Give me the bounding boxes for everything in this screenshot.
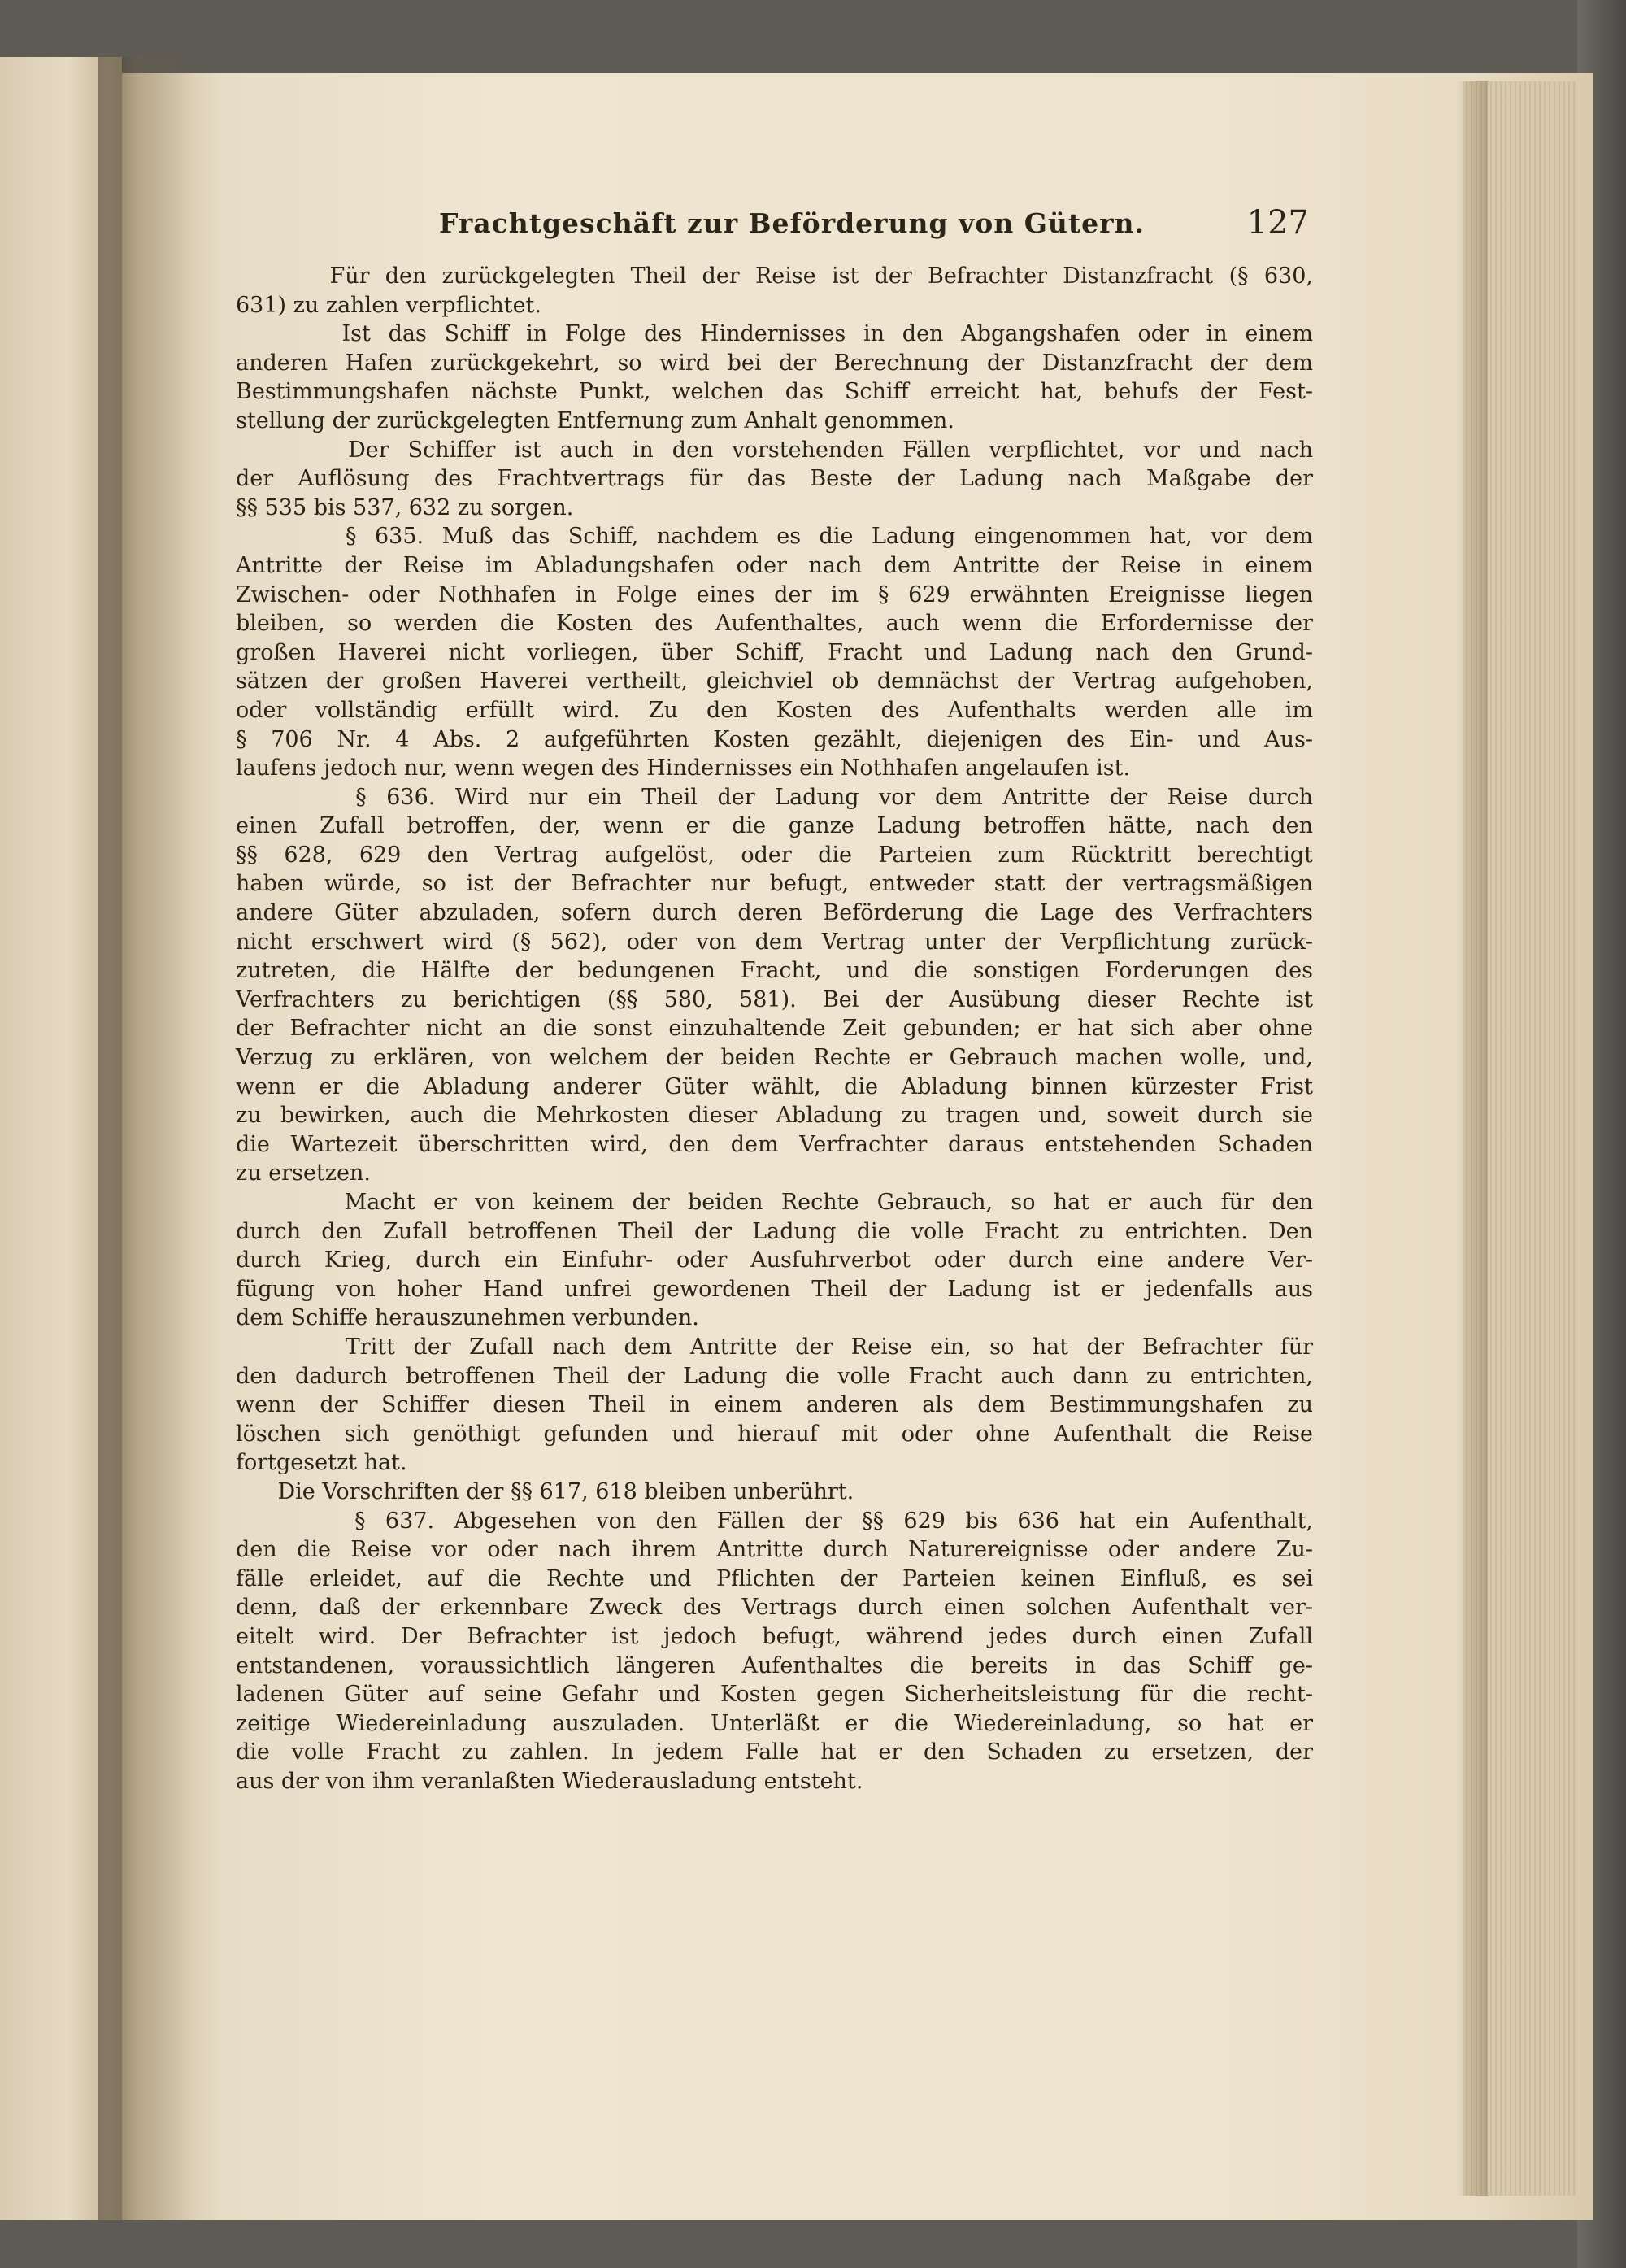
text-line: laufens jedoch nur, wenn wegen des Hindernisses ein Nothhafen angelaufen ist. [236,755,1131,781]
text-line: nicht erschwert wird (§ 562), oder von dem Vertrag unter der Verpflichtung zurück- [236,929,1313,955]
text-line: Der Schiffer ist auch in den vorstehenden Fällen verpflichtet, vor und nach [236,437,1313,463]
text-line: § 636. Wird nur ein Theil der Ladung vor dem Antritte der Reise durch [236,784,1313,810]
text-line: den die Reise vor oder nach ihrem Antritte durch Naturereignisse oder andere Zu- [236,1537,1313,1563]
text-line: denn, daß der erkennbare Zweck des Vertrags durch einen solchen Aufenthalt ver- [236,1595,1313,1621]
page-number: 127 [1246,204,1309,242]
text-line: zeitige Wiedereinladung auszuladen. Unterläßt er die Wiedereinladung, so hat er [236,1710,1313,1736]
text-line: die volle Fracht zu zahlen. In jedem Falle hat er den Schaden zu ersetzen, der [236,1739,1313,1765]
text-line: Zwischen- oder Nothhafen in Folge eines der im § 629 erwähnten Ereignisse liegen [236,581,1313,607]
text-line: Bestimmungshafen nächste Punkt, welchen das Schiff erreicht hat, behufs der Fest- [236,379,1313,405]
text-line: wenn der Schiffer diesen Theil in einem anderen als dem Bestimmungshafen zu [236,1392,1313,1418]
text-line: §§ 535 bis 537, 632 zu sorgen. [236,494,574,520]
text-line: andere Güter abzuladen, sofern durch deren Beförderung die Lage des Verfrachters [236,900,1313,926]
text-line: zu ersetzen. [236,1160,371,1186]
text-line: 631) zu zahlen verpflichtet. [236,292,541,318]
text-line: zu bewirken, auch die Mehrkosten dieser Abladung zu tragen und, soweit durch sie [236,1103,1313,1129]
text-line: entstandenen, voraussichtlich längeren Aufenthaltes die bereits in das Schiff ge- [236,1652,1313,1678]
text-line: § 635. Muß das Schiff, nachdem es die Ladung eingenommen hat, vor dem [236,524,1313,550]
text-line: eitelt wird. Der Befrachter ist jedoch befugt, während jedes durch einen Zufall [236,1623,1313,1649]
text-line: Die Vorschriften der §§ 617, 618 bleiben unberührt. [236,1478,854,1504]
text-line: stellung der zurückgelegten Entfernung zum Anhalt genommen. [236,407,954,433]
text-line: der Auflösung des Frachtvertrags für das Beste der Ladung nach Maßgabe der [236,466,1313,492]
text-line: sätzen der großen Haverei vertheilt, gleichviel ob demnächst der Vertrag aufgehoben, [236,668,1313,694]
text-line: fügung von hoher Hand unfrei gewordenen Theil der Ladung ist er jedenfalls aus [236,1276,1313,1302]
text-line: die Wartezeit überschritten wird, den dem Verfrachter daraus entstehenden Schaden [236,1131,1313,1157]
text-line: löschen sich genöthigt gefunden und hierauf mit oder ohne Aufenthalt die Reise [236,1421,1313,1447]
text-line: oder vollständig erfüllt wird. Zu den Kosten des Aufenthalts werden alle im [236,697,1313,723]
text-line: fälle erleidet, auf die Rechte und Pflichten der Parteien keinen Einfluß, es sei [236,1565,1313,1591]
text-line: Für den zurückgelegten Theil der Reise ist der Befrachter Distanzfracht (§ 630, [236,263,1313,289]
body-text [236,262,1313,1796]
text-line: § 706 Nr. 4 Abs. 2 aufgeführten Kosten gezählt, diejenigen des Ein- und Aus- [236,726,1313,752]
text-line: aus der von ihm veranlaßten Wiederausladung entsteht. [236,1768,863,1794]
text-line: den dadurch betroffenen Theil der Ladung die volle Fracht auch dann zu entrichten, [236,1363,1313,1389]
text-line: dem Schiffe herauszunehmen verbunden. [236,1305,699,1331]
text-line: Verfrachters zu berichtigen (§§ 580, 581). Bei der Ausübung dieser Rechte ist [236,986,1313,1012]
text-line: zutreten, die Hälfte der bedungenen Fracht, und die sonstigen Forderungen des [236,958,1313,984]
text-line: anderen Hafen zurückgekehrt, so wird bei der Berechnung der Distanzfracht der dem [236,350,1313,376]
text-line: §§ 628, 629 den Vertrag aufgelöst, oder die Parteien zum Rücktritt berechtigt [236,842,1313,868]
running-title: Frachtgeschäft zur Beförderung von Gütern. [439,207,1146,239]
text-line: Verzug zu erklären, von welchem der beiden Rechte er Gebrauch machen wolle, und, [236,1045,1313,1071]
text-line: einen Zufall betroffen, der, wenn er die ganze Ladung betroffen hätte, nach den [236,813,1313,839]
text-line: Macht er von keinem der beiden Rechte Gebrauch, so hat er auch für den [236,1190,1313,1215]
text-line: § 637. Abgesehen von den Fällen der §§ 629 bis 636 hat ein Aufenthalt, [236,1508,1313,1534]
gutter-shadow [98,57,195,2220]
text-line: ladenen Güter auf seine Gefahr und Kosten gegen Sicherheitsleistung für die recht- [236,1682,1313,1708]
page-header [236,204,1309,256]
text-line: Tritt der Zufall nach dem Antritte der Reise ein, so hat der Befrachter für [236,1334,1313,1360]
text-line: Ist das Schiff in Folge des Hindernisses in den Abgangshafen oder in einem [236,321,1313,347]
text-line: haben würde, so ist der Befrachter nur befugt, entweder statt der vertragsmäßigen [236,871,1313,897]
text-line: der Befrachter nicht an die sonst einzuhaltende Zeit gebunden; er hat sich aber ohne [236,1016,1313,1042]
text-line: großen Haverei nicht vorliegen, über Schiff, Fracht und Ladung nach den Grund- [236,639,1313,665]
text-line: Antritte der Reise im Abladungshafen oder nach dem Antritte der Reise in einem [236,552,1313,578]
text-line: fortgesetzt hat. [236,1450,407,1476]
text-line: durch den Zufall betroffenen Theil der Ladung die volle Fracht zu entrichten. Den [236,1218,1313,1244]
text-line: durch Krieg, durch ein Einfuhr- oder Ausfuhrverbot oder durch eine andere Ver- [236,1247,1313,1273]
page-stack-shade [1455,81,1488,2196]
text-line: wenn er die Abladung anderer Güter wählt, die Abladung binnen kürzester Frist [236,1073,1313,1099]
text-line: bleiben, so werden die Kosten des Aufenthaltes, auch wenn die Erfordernisse der [236,611,1313,637]
